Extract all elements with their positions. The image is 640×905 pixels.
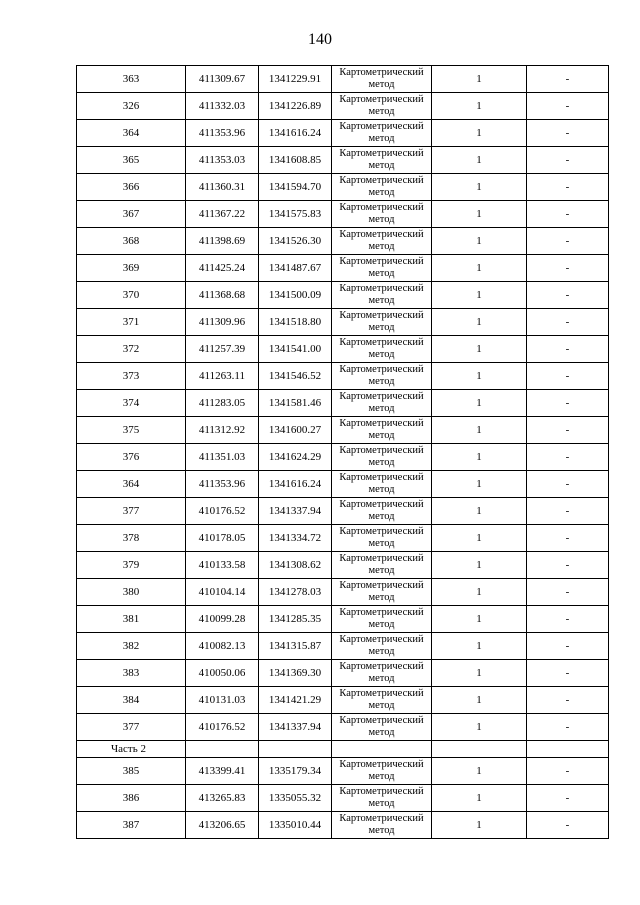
y-coordinate-cell: 1341594.70 xyxy=(259,174,332,201)
accuracy-cell: 1 xyxy=(432,471,527,498)
point-number-cell: 373 xyxy=(77,363,186,390)
point-number-cell: 387 xyxy=(77,812,186,839)
y-coordinate-cell: 1341285.35 xyxy=(259,606,332,633)
note-cell: - xyxy=(527,309,609,336)
table-row xyxy=(77,174,609,201)
accuracy-cell: 1 xyxy=(432,66,527,93)
table-row xyxy=(77,785,609,812)
method-cell: Картометрический метод xyxy=(332,282,432,309)
note-cell: - xyxy=(527,687,609,714)
point-number-cell: 380 xyxy=(77,579,186,606)
table-row xyxy=(77,282,609,309)
method-cell: Картометрический метод xyxy=(332,714,432,741)
note-cell: - xyxy=(527,93,609,120)
x-coordinate-cell: 410176.52 xyxy=(186,714,259,741)
y-coordinate-cell: 1341308.62 xyxy=(259,552,332,579)
point-number-cell: 382 xyxy=(77,633,186,660)
accuracy-cell: 1 xyxy=(432,309,527,336)
empty-cell xyxy=(432,741,527,758)
x-coordinate-cell: 413399.41 xyxy=(186,758,259,785)
table-row xyxy=(77,363,609,390)
accuracy-cell: 1 xyxy=(432,228,527,255)
method-cell: Картометрический метод xyxy=(332,201,432,228)
point-number-cell: 365 xyxy=(77,147,186,174)
x-coordinate-cell: 411398.69 xyxy=(186,228,259,255)
note-cell: - xyxy=(527,66,609,93)
accuracy-cell: 1 xyxy=(432,758,527,785)
accuracy-cell: 1 xyxy=(432,552,527,579)
point-number-cell: 377 xyxy=(77,714,186,741)
method-cell: Картометрический метод xyxy=(332,228,432,255)
x-coordinate-cell: 411312.92 xyxy=(186,417,259,444)
table-row xyxy=(77,579,609,606)
point-number-cell: 367 xyxy=(77,201,186,228)
method-cell: Картометрический метод xyxy=(332,147,432,174)
point-number-cell: 374 xyxy=(77,390,186,417)
accuracy-cell: 1 xyxy=(432,785,527,812)
y-coordinate-cell: 1341546.52 xyxy=(259,363,332,390)
note-cell: - xyxy=(527,390,609,417)
point-number-cell: 377 xyxy=(77,498,186,525)
x-coordinate-cell: 411367.22 xyxy=(186,201,259,228)
note-cell: - xyxy=(527,120,609,147)
method-cell: Картометрический метод xyxy=(332,417,432,444)
point-number-cell: 381 xyxy=(77,606,186,633)
y-coordinate-cell: 1341229.91 xyxy=(259,66,332,93)
y-coordinate-cell: 1341526.30 xyxy=(259,228,332,255)
note-cell: - xyxy=(527,363,609,390)
method-cell: Картометрический метод xyxy=(332,336,432,363)
accuracy-cell: 1 xyxy=(432,336,527,363)
point-number-cell: 385 xyxy=(77,758,186,785)
accuracy-cell: 1 xyxy=(432,812,527,839)
x-coordinate-cell: 411368.68 xyxy=(186,282,259,309)
table-row xyxy=(77,120,609,147)
y-coordinate-cell: 1341500.09 xyxy=(259,282,332,309)
accuracy-cell: 1 xyxy=(432,147,527,174)
accuracy-cell: 1 xyxy=(432,714,527,741)
y-coordinate-cell: 1341334.72 xyxy=(259,525,332,552)
empty-cell xyxy=(332,741,432,758)
method-cell: Картометрический метод xyxy=(332,174,432,201)
note-cell: - xyxy=(527,714,609,741)
x-coordinate-cell: 413206.65 xyxy=(186,812,259,839)
point-number-cell: 363 xyxy=(77,66,186,93)
method-cell: Картометрический метод xyxy=(332,579,432,606)
x-coordinate-cell: 411351.03 xyxy=(186,444,259,471)
table-row xyxy=(77,758,609,785)
note-cell: - xyxy=(527,525,609,552)
y-coordinate-cell: 1341487.67 xyxy=(259,255,332,282)
accuracy-cell: 1 xyxy=(432,417,527,444)
method-cell: Картометрический метод xyxy=(332,309,432,336)
accuracy-cell: 1 xyxy=(432,498,527,525)
table-row xyxy=(77,471,609,498)
x-coordinate-cell: 410133.58 xyxy=(186,552,259,579)
table-row xyxy=(77,66,609,93)
x-coordinate-cell: 411353.96 xyxy=(186,120,259,147)
table-row xyxy=(77,714,609,741)
point-number-cell: 375 xyxy=(77,417,186,444)
x-coordinate-cell: 410178.05 xyxy=(186,525,259,552)
point-number-cell: 378 xyxy=(77,525,186,552)
table-row xyxy=(77,228,609,255)
point-number-cell: 326 xyxy=(77,93,186,120)
method-cell: Картометрический метод xyxy=(332,363,432,390)
table-row xyxy=(77,633,609,660)
note-cell: - xyxy=(527,579,609,606)
y-coordinate-cell: 1341581.46 xyxy=(259,390,332,417)
note-cell: - xyxy=(527,255,609,282)
x-coordinate-cell: 410131.03 xyxy=(186,687,259,714)
accuracy-cell: 1 xyxy=(432,444,527,471)
note-cell: - xyxy=(527,552,609,579)
method-cell: Картометрический метод xyxy=(332,687,432,714)
note-cell: - xyxy=(527,147,609,174)
accuracy-cell: 1 xyxy=(432,363,527,390)
x-coordinate-cell: 411353.96 xyxy=(186,471,259,498)
accuracy-cell: 1 xyxy=(432,93,527,120)
method-cell: Картометрический метод xyxy=(332,255,432,282)
point-number-cell: 376 xyxy=(77,444,186,471)
accuracy-cell: 1 xyxy=(432,390,527,417)
y-coordinate-cell: 1341278.03 xyxy=(259,579,332,606)
empty-cell xyxy=(527,741,609,758)
note-cell: - xyxy=(527,633,609,660)
method-cell: Картометрический метод xyxy=(332,606,432,633)
accuracy-cell: 1 xyxy=(432,606,527,633)
y-coordinate-cell: 1341337.94 xyxy=(259,714,332,741)
table-row xyxy=(77,444,609,471)
table-row xyxy=(77,390,609,417)
method-cell: Картометрический метод xyxy=(332,66,432,93)
y-coordinate-cell: 1341575.83 xyxy=(259,201,332,228)
y-coordinate-cell: 1341369.30 xyxy=(259,660,332,687)
y-coordinate-cell: 1341616.24 xyxy=(259,471,332,498)
method-cell: Картометрический метод xyxy=(332,525,432,552)
table-row xyxy=(77,498,609,525)
table-row xyxy=(77,525,609,552)
x-coordinate-cell: 411309.96 xyxy=(186,309,259,336)
note-cell: - xyxy=(527,606,609,633)
point-number-cell: 371 xyxy=(77,309,186,336)
method-cell: Картометрический метод xyxy=(332,812,432,839)
point-number-cell: 386 xyxy=(77,785,186,812)
x-coordinate-cell: 411425.24 xyxy=(186,255,259,282)
point-number-cell: 364 xyxy=(77,471,186,498)
y-coordinate-cell: 1335010.44 xyxy=(259,812,332,839)
x-coordinate-cell: 411360.31 xyxy=(186,174,259,201)
method-cell: Картометрический метод xyxy=(332,390,432,417)
point-number-cell: 379 xyxy=(77,552,186,579)
method-cell: Картометрический метод xyxy=(332,552,432,579)
point-number-cell: 384 xyxy=(77,687,186,714)
method-cell: Картометрический метод xyxy=(332,660,432,687)
coordinates-table-body xyxy=(77,66,609,839)
y-coordinate-cell: 1341315.87 xyxy=(259,633,332,660)
table-row xyxy=(77,147,609,174)
y-coordinate-cell: 1341337.94 xyxy=(259,498,332,525)
x-coordinate-cell: 411309.67 xyxy=(186,66,259,93)
note-cell: - xyxy=(527,228,609,255)
y-coordinate-cell: 1341421.29 xyxy=(259,687,332,714)
note-cell: - xyxy=(527,758,609,785)
y-coordinate-cell: 1341600.27 xyxy=(259,417,332,444)
accuracy-cell: 1 xyxy=(432,255,527,282)
point-number-cell: 368 xyxy=(77,228,186,255)
y-coordinate-cell: 1341624.29 xyxy=(259,444,332,471)
x-coordinate-cell: 410082.13 xyxy=(186,633,259,660)
x-coordinate-cell: 410176.52 xyxy=(186,498,259,525)
y-coordinate-cell: 1341518.80 xyxy=(259,309,332,336)
x-coordinate-cell: 411257.39 xyxy=(186,336,259,363)
note-cell: - xyxy=(527,336,609,363)
x-coordinate-cell: 410099.28 xyxy=(186,606,259,633)
note-cell: - xyxy=(527,498,609,525)
method-cell: Картометрический метод xyxy=(332,785,432,812)
note-cell: - xyxy=(527,812,609,839)
table-row xyxy=(77,606,609,633)
empty-cell xyxy=(186,741,259,758)
x-coordinate-cell: 410050.06 xyxy=(186,660,259,687)
y-coordinate-cell: 1341608.85 xyxy=(259,147,332,174)
x-coordinate-cell: 411353.03 xyxy=(186,147,259,174)
y-coordinate-cell: 1341226.89 xyxy=(259,93,332,120)
method-cell: Картометрический метод xyxy=(332,633,432,660)
page-number: 140 xyxy=(308,31,332,48)
point-number-cell: 369 xyxy=(77,255,186,282)
y-coordinate-cell: 1335055.32 xyxy=(259,785,332,812)
point-number-cell: 366 xyxy=(77,174,186,201)
note-cell: - xyxy=(527,417,609,444)
note-cell: - xyxy=(527,174,609,201)
point-number-cell: 370 xyxy=(77,282,186,309)
point-number-cell: 372 xyxy=(77,336,186,363)
accuracy-cell: 1 xyxy=(432,174,527,201)
x-coordinate-cell: 410104.14 xyxy=(186,579,259,606)
accuracy-cell: 1 xyxy=(432,660,527,687)
table-row xyxy=(77,552,609,579)
x-coordinate-cell: 411332.03 xyxy=(186,93,259,120)
method-cell: Картометрический метод xyxy=(332,471,432,498)
note-cell: - xyxy=(527,444,609,471)
x-coordinate-cell: 413265.83 xyxy=(186,785,259,812)
x-coordinate-cell: 411263.11 xyxy=(186,363,259,390)
section-row xyxy=(77,741,609,758)
empty-cell xyxy=(259,741,332,758)
accuracy-cell: 1 xyxy=(432,201,527,228)
table-row xyxy=(77,417,609,444)
table-row xyxy=(77,336,609,363)
note-cell: - xyxy=(527,282,609,309)
point-number-cell: 383 xyxy=(77,660,186,687)
y-coordinate-cell: 1341541.00 xyxy=(259,336,332,363)
method-cell: Картометрический метод xyxy=(332,444,432,471)
table-row xyxy=(77,255,609,282)
x-coordinate-cell: 411283.05 xyxy=(186,390,259,417)
table-row xyxy=(77,812,609,839)
accuracy-cell: 1 xyxy=(432,633,527,660)
note-cell: - xyxy=(527,660,609,687)
coordinates-table xyxy=(76,65,609,839)
accuracy-cell: 1 xyxy=(432,579,527,606)
note-cell: - xyxy=(527,471,609,498)
table-row xyxy=(77,660,609,687)
note-cell: - xyxy=(527,201,609,228)
accuracy-cell: 1 xyxy=(432,120,527,147)
accuracy-cell: 1 xyxy=(432,525,527,552)
y-coordinate-cell: 1335179.34 xyxy=(259,758,332,785)
table-row xyxy=(77,687,609,714)
method-cell: Картометрический метод xyxy=(332,120,432,147)
note-cell: - xyxy=(527,785,609,812)
section-label: Часть 2 xyxy=(77,741,186,758)
table-row xyxy=(77,309,609,336)
method-cell: Картометрический метод xyxy=(332,93,432,120)
method-cell: Картометрический метод xyxy=(332,758,432,785)
point-number-cell: 364 xyxy=(77,120,186,147)
method-cell: Картометрический метод xyxy=(332,498,432,525)
table-row xyxy=(77,93,609,120)
accuracy-cell: 1 xyxy=(432,282,527,309)
table-row xyxy=(77,201,609,228)
y-coordinate-cell: 1341616.24 xyxy=(259,120,332,147)
accuracy-cell: 1 xyxy=(432,687,527,714)
